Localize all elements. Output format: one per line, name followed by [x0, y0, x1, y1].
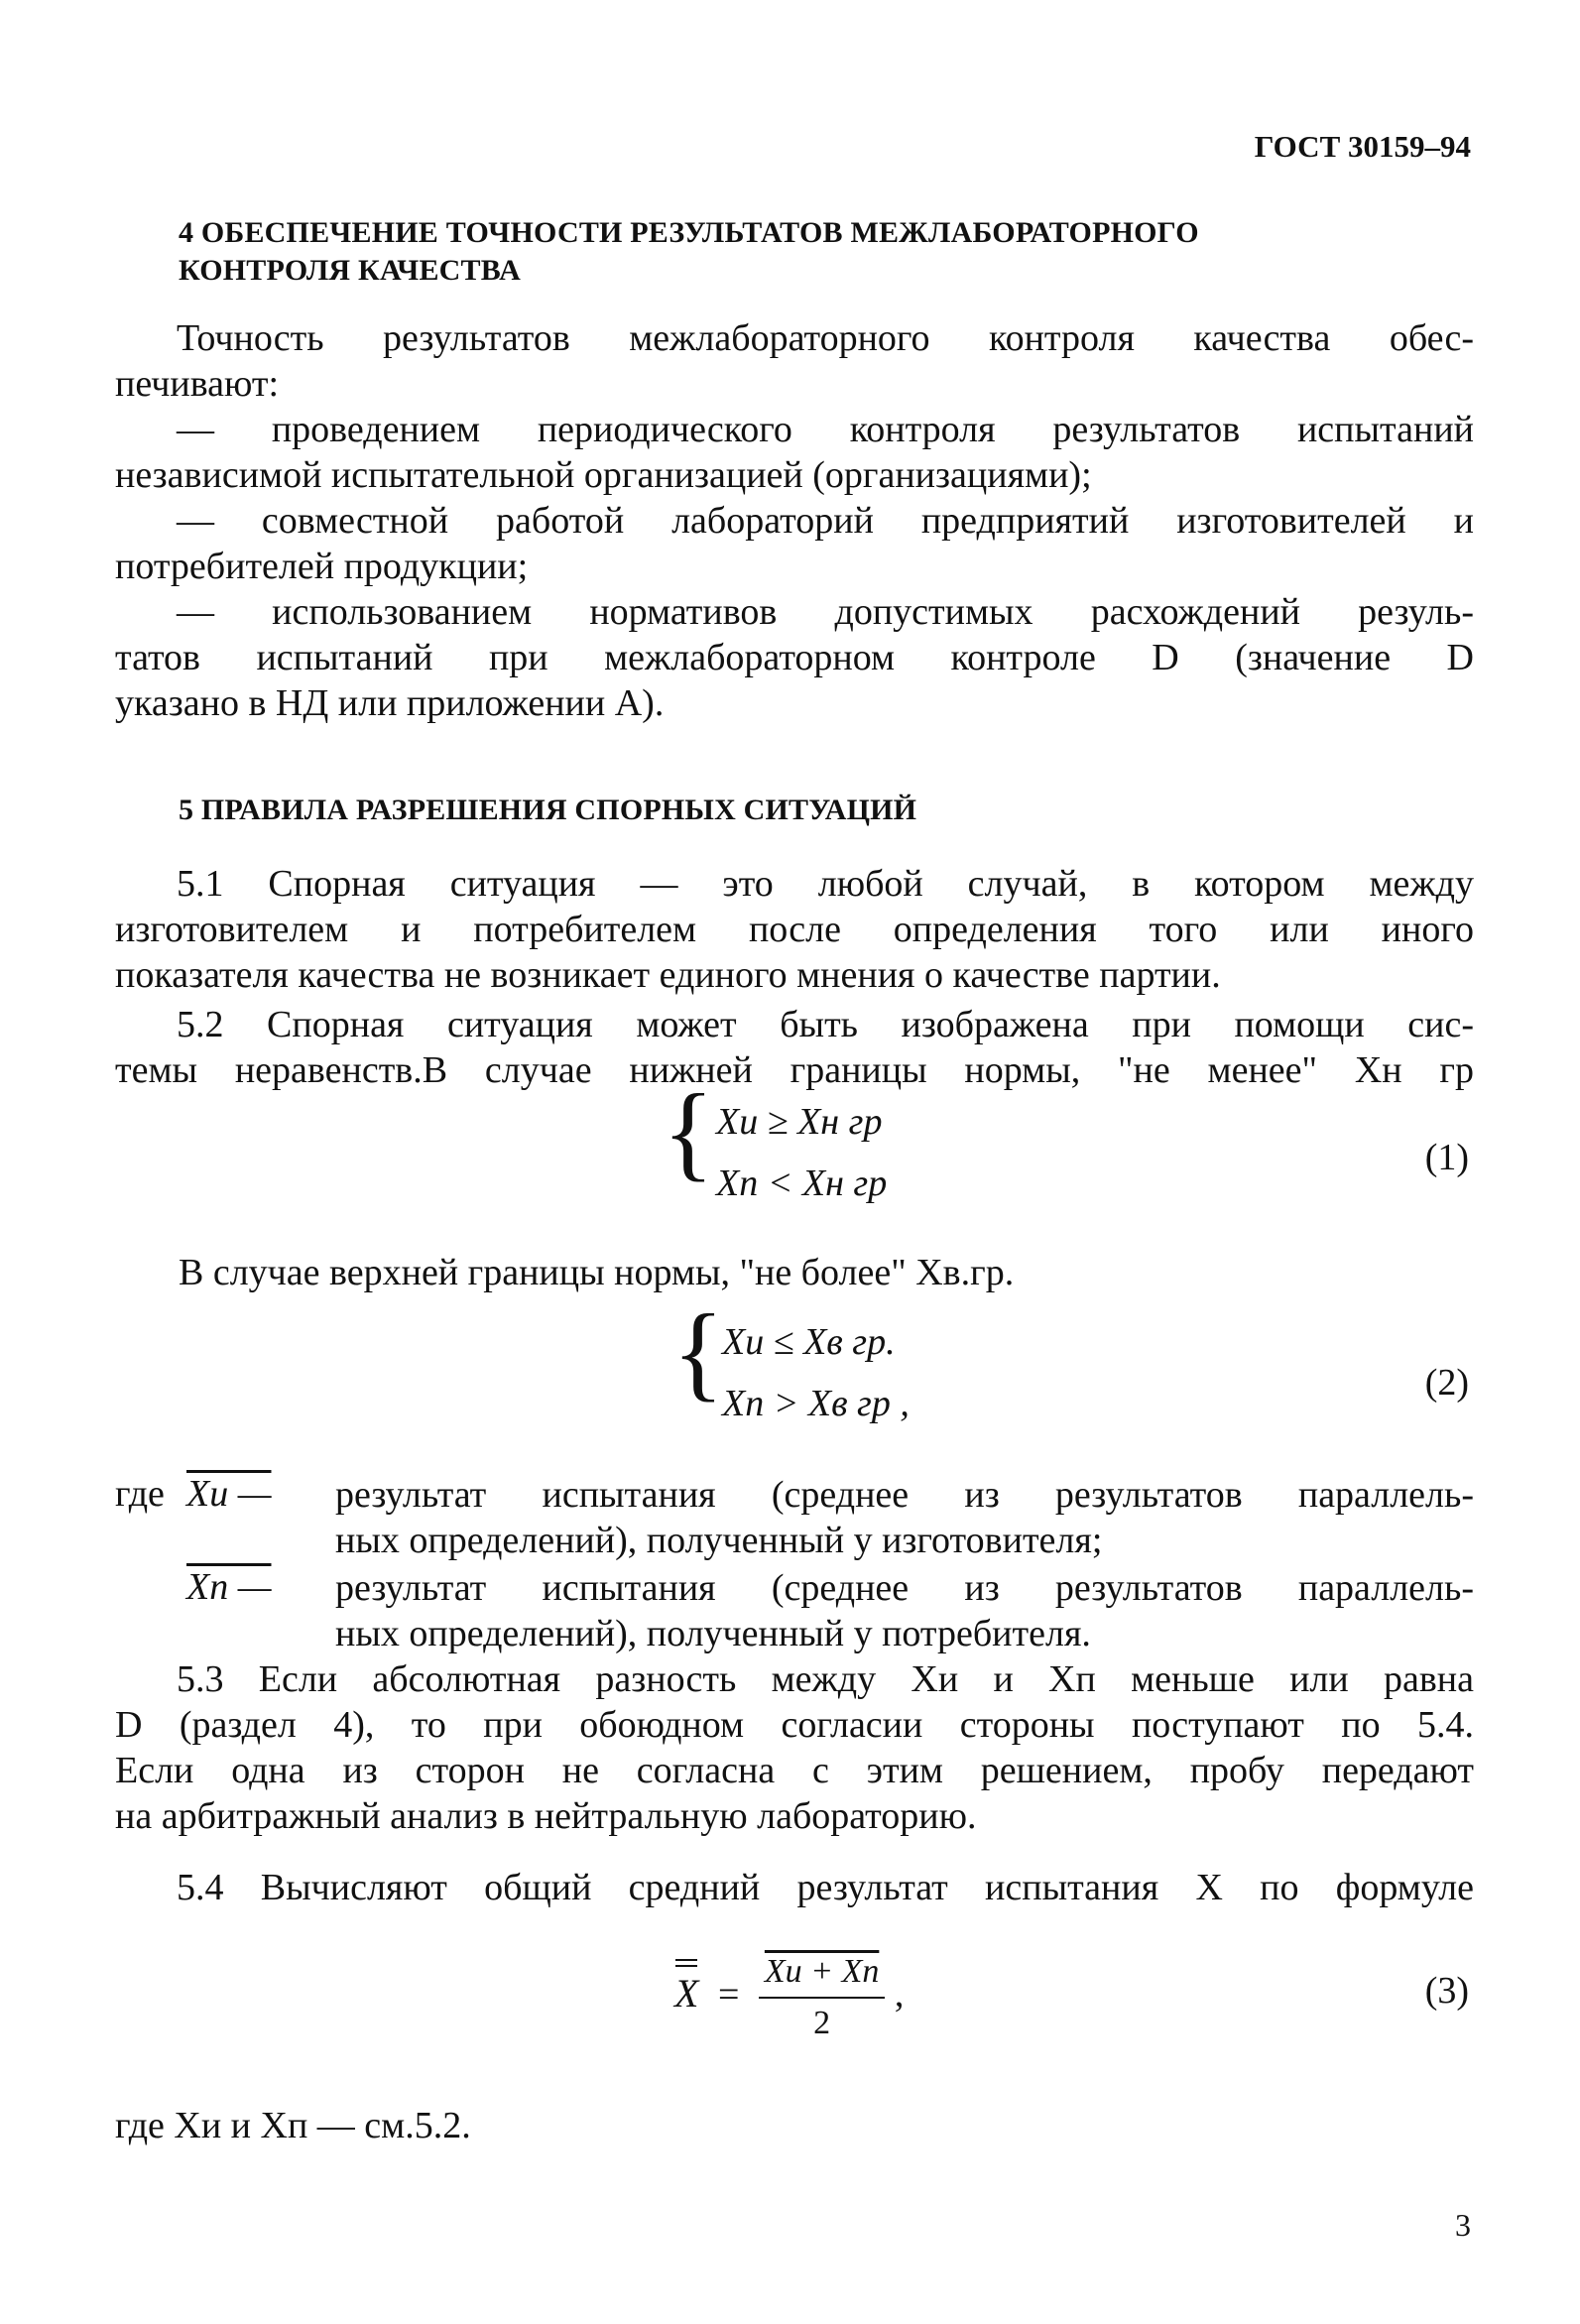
- paragraph-5-4: [177, 1865, 1474, 1910]
- equation-2-brace: {: [672, 1293, 724, 1411]
- paragraph-5-2: [115, 1002, 1474, 1093]
- equation-2-line1: Xи ≤ Xв гр.: [722, 1321, 896, 1363]
- equation-3-fraction: [759, 1949, 885, 2046]
- text-line: ных определений), полученный у потребителя.: [335, 1613, 1091, 1654]
- paragraph-5-1: [115, 861, 1474, 998]
- text-line: — совместной работой лабораторий предприятий изготовителей и: [177, 500, 1474, 542]
- text-line: 5.2 Спорная ситуация может быть изображена при помощи сис-: [177, 1004, 1474, 1045]
- text-line: результат испытания (среднее из результатов параллель-: [335, 1474, 1474, 1516]
- upper-bound-text: В случае верхней границы нормы, "не более" Xв.гр.: [179, 1252, 1015, 1293]
- text-line: Точность результатов межлабораторного контроля качества обес-: [177, 317, 1474, 359]
- text-line: татов испытаний при межлабораторном контроле D (значение D: [115, 637, 1474, 678]
- text-line: указано в НД или приложении А).: [115, 682, 665, 724]
- equation-3-lhs: X: [674, 1970, 699, 2016]
- text-line: изготовителем и потребителем после определения того или иного: [115, 909, 1474, 950]
- paragraph-5-3: [115, 1656, 1474, 1839]
- equation-2-line2: Xп > Xв гр ,: [722, 1383, 910, 1424]
- text-line: потребителей продукции;: [115, 546, 529, 587]
- equation-3-denominator: 2: [813, 2005, 831, 2041]
- definition-xi-text: [335, 1472, 1474, 1563]
- equation-3: X = $\frac{Xи + Xп}{2}$ ,: [674, 1949, 904, 2046]
- definition-xi-label: Xи —: [186, 1473, 272, 1515]
- closing-reference: где Xи и Xп — см.5.2.: [115, 2105, 471, 2146]
- definition-xp-text: [335, 1565, 1474, 1656]
- text-line: 5.4 Вычисляют общий средний результат испытания X по формуле: [177, 1867, 1474, 1908]
- page-number: 3: [1455, 2207, 1471, 2243]
- text-line: Если одна из сторон не согласна с этим решением, пробу передают: [115, 1750, 1474, 1791]
- equation-3-number: (3): [1424, 1970, 1469, 2012]
- text-line: 5.3 Если абсолютная разность между Xи и Xп меньше или равна: [177, 1658, 1474, 1700]
- text-line: печивают:: [115, 363, 280, 405]
- text-line: ных определений), полученный у изготовителя;: [335, 1520, 1103, 1561]
- text-line: независимой испытательной организацией (организациями);: [115, 454, 1092, 496]
- document-header: ГОСТ 30159–94: [1254, 129, 1471, 164]
- text-line: темы неравенств.В случае нижней границы нормы, "не менее" Xн гр: [115, 1049, 1474, 1091]
- equation-1-number: (1): [1424, 1137, 1469, 1178]
- equation-1-line2: Xп < Xн гр: [716, 1162, 888, 1204]
- text-line: — проведением периодического контроля результатов испытаний: [177, 409, 1474, 450]
- equation-1-line1: Xи ≥ Xн гр: [716, 1101, 883, 1143]
- text-line: 5.1 Спорная ситуация — это любой случай, в котором между: [177, 863, 1474, 905]
- text-line: на арбитражный анализ в нейтральную лабораторию.: [115, 1795, 977, 1837]
- text-line: результат испытания (среднее из результатов параллель-: [335, 1567, 1474, 1609]
- section-5-heading: 5 ПРАВИЛА РАЗРЕШЕНИЯ СПОРНЫХ СИТУАЦИЙ: [179, 794, 917, 826]
- section-4-body: [115, 315, 1474, 726]
- definitions-where: где: [115, 1473, 165, 1515]
- text-line: показателя качества не возникает единого мнения о качестве партии.: [115, 954, 1221, 996]
- definition-xp-label: Xп —: [186, 1566, 272, 1608]
- equation-2-number: (2): [1424, 1362, 1469, 1404]
- equation-3-numerator: Xи + Xп: [759, 1949, 885, 1999]
- equation-1-brace: {: [663, 1073, 714, 1191]
- text-line: D (раздел 4), то при обоюдном согласии стороны поступают по 5.4.: [115, 1704, 1474, 1746]
- text-line: — использованием нормативов допустимых расхождений резуль-: [177, 591, 1474, 633]
- section-4-heading-line2: КОНТРОЛЯ КАЧЕСТВА: [179, 254, 521, 287]
- section-4-heading-line1: 4 ОБЕСПЕЧЕНИЕ ТОЧНОСТИ РЕЗУЛЬТАТОВ МЕЖЛАБОРАТОРНОГО: [179, 216, 1199, 249]
